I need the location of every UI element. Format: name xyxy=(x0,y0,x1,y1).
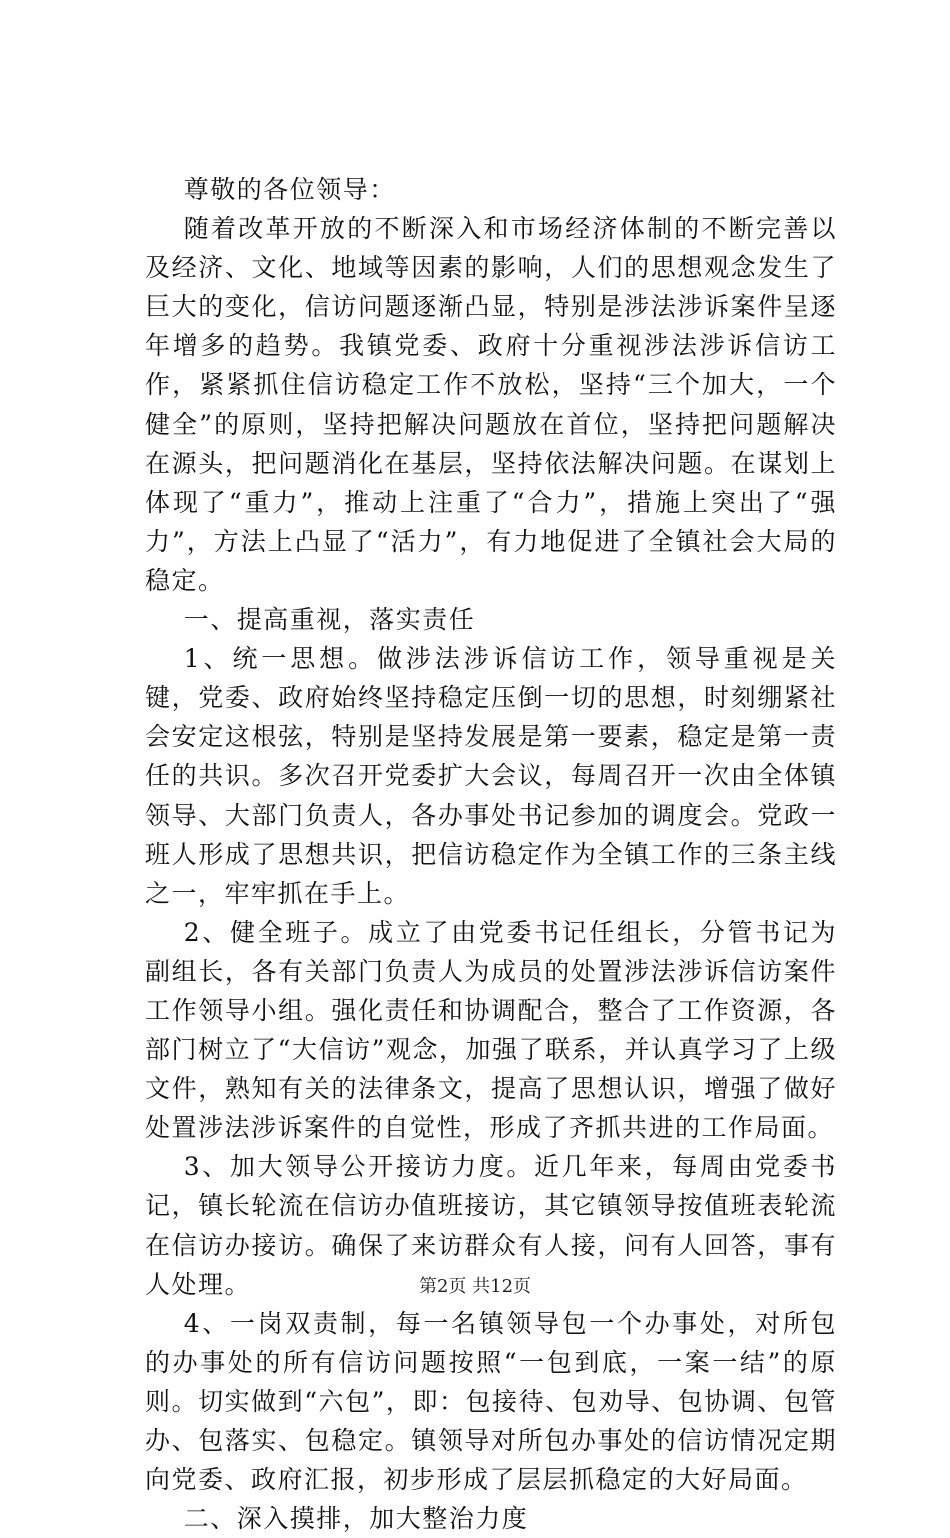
item-paragraph-3: 3、加大领导公开接访力度。近几年来，每周由党委书记，镇长轮流在信访办值班接访，其它镇领导按值班表轮流在信访办接访。确保了来访群众有人接，问有人回答，事有人处理。 xyxy=(145,1152,837,1299)
section-heading-1: 一、提高重视，落实责任 xyxy=(183,605,476,635)
document-body xyxy=(145,170,837,1538)
intro-paragraph: 随着改革开放的不断深入和市场经济体制的不断完善以及经济、文化、地域等因素的影响，人们的思想观念发生了巨大的变化，信访问题逐渐凸显，特别是涉法涉诉案件呈逐年增多的趋势。我镇党委、政府十分重视涉法涉诉信访工作，紧紧抓住信访稳定工作不放松，坚持“三个加大，一个健全”的原则，坚持把解决问题放在首位，坚持把问题解决在源头，把问题消化在基层，坚持依法解决问题。在谋划上体现了“重力”，推动上注重了“合力”，措施上突出了“强力”，方法上凸显了“活力”，有力地促进了全镇社会大局的稳定。 xyxy=(145,214,837,595)
salutation: 尊敬的各位领导： xyxy=(183,175,396,204)
page-number-footer: 第2页 共12页 xyxy=(418,1276,532,1297)
section-heading-2: 二、深入摸排，加大整治力度 xyxy=(183,1504,529,1534)
item-paragraph-1: 1、统一思想。做涉法涉诉信访工作，领导重视是关键，党委、政府始终坚持稳定压倒一切的思想，时刻绷紧社会安定这根弦，特别是坚持发展是第一要素，稳定是第一责任的共识。多次召开党委扩大会议，每周召开一次由全体镇领导、大部门负责人，各办事处书记参加的调度会。党政一班人形成了思想共识，把信访稳定作为全镇工作的三条主线之一，牢牢抓在手上。 xyxy=(145,644,837,908)
item-paragraph-2: 2、健全班子。成立了由党委书记任组长，分管书记为副组长，各有关部门负责人为成员的处置涉法涉诉信访案件工作领导小组。强化责任和协调配合，整合了工作资源，各部门树立了“大信访”观念，加强了联系，并认真学习了上级文件，熟知有关的法律条文，提高了思想认识，增强了做好处置涉法涉诉案件的自觉性，形成了齐抓共进的工作局面。 xyxy=(145,917,837,1143)
item-paragraph-4: 4、一岗双责制，每一名镇领导包一个办事处，对所包的办事处的所有信访问题按照“一包到底，一案一结”的原则。切实做到“六包”，即：包接待、包劝导、包协调、包管办、包落实、包稳定。镇领导对所包办事处的信访情况定期向党委、政府汇报，初步形成了层层抓稳定的大好局面。 xyxy=(145,1308,837,1495)
